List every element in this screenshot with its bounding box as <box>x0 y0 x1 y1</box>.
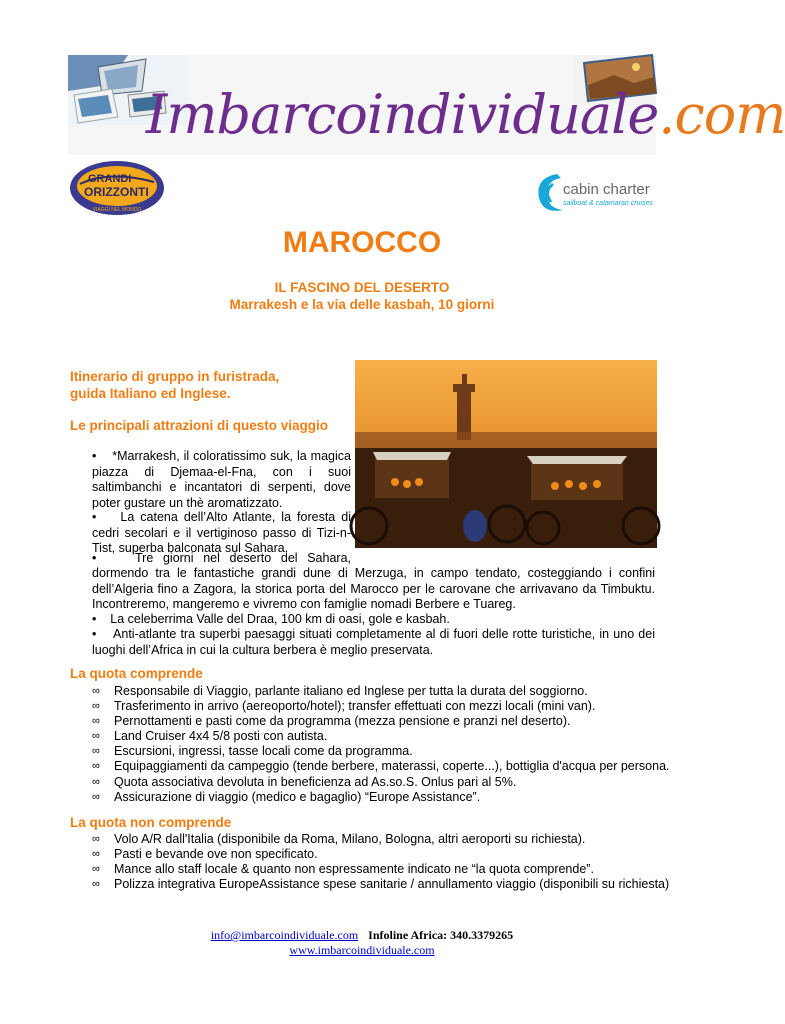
subtitle-secondary: Marrakesh e la via delle kasbah, 10 giorni <box>229 297 495 312</box>
bullet-dot-icon: • <box>92 449 113 463</box>
attraction-text-4: La celeberrima Valle del Draa, 100 km di oasi, gole e kasbah. <box>110 612 450 626</box>
list-item <box>92 744 662 759</box>
list-item-text: Escursioni, ingressi, tasse locali come da programma. <box>114 744 413 759</box>
attraction-item-3-head <box>92 551 351 567</box>
list-item-text: Pernottamenti e pasti come da programma (mezza pensione e pranzi nel deserto). <box>114 714 571 729</box>
infinity-bullet-icon: ∞ <box>92 848 100 861</box>
list-item <box>92 832 662 847</box>
infinity-bullet-icon: ∞ <box>92 833 100 845</box>
list-item-text: Trasferimento in arrivo (aereoporto/hotel); transfer effettuati con mezzi locali (mini van). <box>114 699 596 714</box>
list-item <box>92 759 670 774</box>
itinerary-line1: Itinerario di gruppo in furistrada, <box>70 369 280 384</box>
footer-infoline: Infoline Africa: 340.3379265 <box>368 928 514 942</box>
grandi-orizzonti-logo <box>68 160 166 216</box>
logo-left-text2: ORIZZONTI <box>84 185 149 199</box>
infinity-bullet-icon: ∞ <box>92 863 100 876</box>
bullet-dot-icon: • <box>92 551 136 565</box>
attraction-text-2: La catena dell’Alto Atlante, la foresta di cedri secolari e il vertiginoso passo di Tizi-n-Tist, superba balconata sul Sahara. <box>92 510 351 555</box>
list-item-text: Volo A/R dall'Italia (disponibile da Roma, Milano, Bologna, altri aeroporti su richiesta). <box>114 832 586 846</box>
cabin-charter-logo <box>533 170 659 216</box>
attraction-text-3a: Tre giorni nel deserto del Sahara, <box>135 551 351 565</box>
infinity-bullet-icon: ∞ <box>92 715 100 728</box>
list-item <box>92 699 662 714</box>
itinerary-intro <box>70 368 279 402</box>
list-item-text: Responsabile di Viaggio, parlante italiano ed Inglese per tutta la durata del soggiorno. <box>114 684 588 698</box>
attraction-text-5: Anti-atlante tra superbi paesaggi situati completamente al di fuori delle rotte turistiche, in uno dei luoghi dell’Africa in cui la cultura berbera è meglio preservata. <box>92 627 655 657</box>
logo-left-tagline: VIAGGI NEL MONDO <box>92 207 142 213</box>
list-item <box>92 775 662 790</box>
list-item <box>92 729 662 744</box>
footer-email-link[interactable]: info@imbarcoindividuale.com <box>210 928 359 942</box>
attraction-item-3-body: dormendo tra le fantastiche grandi dune di Merzuga, in campo tendato, costeggiando i confini dell’Algeria fino a Zagora, la storica porta del Marocco per le carovane che arrivavano da Timbuktu. Incontreremo, mangeremo e vivremo con famiglie nomadi Berbere e Tuareg. <box>92 566 655 611</box>
includes-heading: La quota comprende <box>70 666 203 681</box>
infinity-bullet-icon: ∞ <box>92 760 100 773</box>
logo-left-text1: GRANDI <box>88 173 132 185</box>
logo-right-text: cabin charter <box>563 181 650 198</box>
list-item-text: Land Cruiser 4x4 5/8 posti con autista. <box>114 729 328 744</box>
excludes-list <box>92 832 670 892</box>
infinity-bullet-icon: ∞ <box>92 700 100 713</box>
list-item-text: Mance allo staff locale & quanto non espressamente indicato ne “la quota comprende”. <box>114 862 594 877</box>
page-title: MAROCCO <box>282 226 442 259</box>
list-item-text: Assicurazione di viaggio (medico e bagaglio) “Europe Assistance”. <box>114 789 481 804</box>
infinity-bullet-icon: ∞ <box>92 790 100 803</box>
list-item <box>92 714 662 729</box>
list-item <box>92 847 662 862</box>
infinity-bullet-icon: ∞ <box>92 685 100 697</box>
brand-suffix: .com <box>658 83 785 146</box>
list-item <box>92 862 662 877</box>
bullet-dot-icon: • <box>92 510 121 524</box>
footer-website-line <box>0 943 724 958</box>
logo-right-tagline: sailboat & catamaran cruises <box>563 200 653 207</box>
includes-list <box>92 684 670 805</box>
list-item-text: Quota associativa devoluta in beneficienza ad As.so.S. Onlus pari al 5%. <box>114 774 517 789</box>
bullet-dot-icon: • <box>92 612 111 626</box>
list-item <box>92 877 670 892</box>
list-item-text: Equipaggiamenti da campeggio (tende berbere, materassi, coperte...), bottiglia d'acqua per persona. <box>114 759 670 774</box>
brand-text: Imbarcoindividuale <box>146 83 659 146</box>
infinity-bullet-icon: ∞ <box>92 730 100 743</box>
footer-website-link[interactable]: www.imbarcoindividuale.com <box>289 943 435 957</box>
itinerary-line2: guida Italiano ed Inglese. <box>70 386 231 401</box>
list-item <box>92 684 662 699</box>
brand-wordmark <box>146 83 785 146</box>
attraction-item-5 <box>92 627 655 658</box>
footer-contact-line <box>0 928 724 943</box>
excludes-heading: La quota non comprende <box>70 815 232 830</box>
infinity-bullet-icon: ∞ <box>92 878 100 891</box>
list-item-text: Polizza integrativa EuropeAssistance spese sanitarie / annullamento viaggio (disponibili su richiesta) <box>114 877 670 892</box>
page-footer <box>0 928 724 958</box>
attraction-text-1: *Marrakesh, il coloratissimo suk, la magica piazza di Djemaa-el-Fna, con i suoi saltimbanchi e incantatori di serpenti, dove poter gustare un thè aromatizzato. <box>92 449 351 510</box>
header-banner <box>68 55 785 155</box>
attraction-item-2 <box>92 510 351 557</box>
subtitle-primary: IL FASCINO DEL DESERTO <box>274 280 450 295</box>
list-item <box>92 790 662 805</box>
attractions-heading: Le principali attrazioni di questo viaggio <box>70 418 329 433</box>
bullet-dot-icon: • <box>92 627 114 641</box>
infinity-bullet-icon: ∞ <box>92 745 100 758</box>
infinity-bullet-icon: ∞ <box>92 775 100 788</box>
marrakesh-market-photo <box>355 360 657 548</box>
list-item-text: Pasti e bevande ove non specificato. <box>114 847 318 862</box>
attraction-item-1 <box>92 449 351 511</box>
attraction-item-4 <box>92 612 655 628</box>
